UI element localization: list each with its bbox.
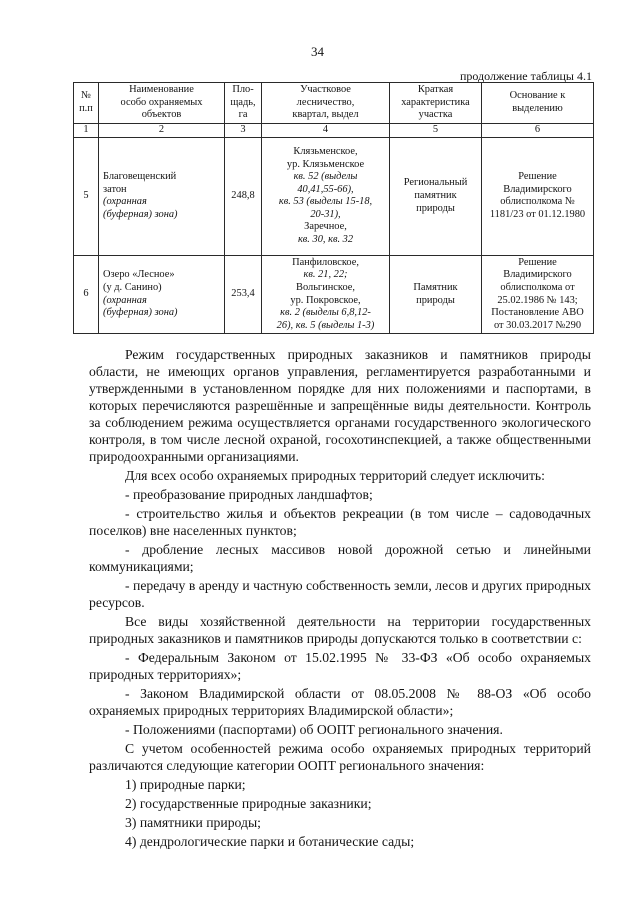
forestry-cell: Клязьменское, ур. Клязьменское кв. 52 (выделы 40,41,55-66), кв. 53 (выделы 15-18, 20-31), Заречное, кв. 30, кв. 32 — [262, 137, 390, 255]
body-text — [89, 346, 591, 852]
column-number: 2 — [99, 123, 225, 137]
category-item: 2) государственные природные заказники; — [125, 796, 372, 811]
basis-cell: Решение Владимирского облисполкома от 25.02.1986 № 143; Постановление АВО от 30.03.2017 №290 — [482, 255, 594, 334]
header-name: Наименование особо охраняемых объектов — [99, 83, 225, 124]
header-area: Пло- щадь, га — [225, 83, 262, 124]
forestry-cell: Панфиловское, кв. 21, 22; Вольгинское, ур. Покровское, кв. 2 (выделы 6,8,12- 26), кв. 5 (выделы 1-3) — [262, 255, 390, 334]
law-item: - Федеральным Законом от 15.02.1995 № 33-ФЗ «Об особо охраняемых природных территориях»; — [89, 650, 591, 682]
exclusion-item: - строительство жилья и объектов рекреации (в том числе – садоводачных поселков) вне населенных пунктов; — [89, 506, 591, 538]
row-number: 6 — [74, 255, 99, 334]
object-name: Благовещенский затон (охранная (буферная) зона) — [99, 137, 225, 255]
table-row — [74, 137, 594, 255]
exclusion-item: - дробление лесных массивов новой дорожной сетью и линейными коммуникациями; — [89, 542, 591, 574]
column-number: 3 — [225, 123, 262, 137]
category-item: 1) природные парки; — [125, 777, 246, 792]
characteristic-cell: Памятник природы — [390, 255, 482, 334]
basis-cell: Решение Владимирского облисполкома № 1181/23 от 01.12.1980 — [482, 137, 594, 255]
table-header-row — [74, 83, 594, 124]
column-numbers-row — [74, 123, 594, 137]
exclusion-item: - передачу в аренду и частную собственность земли, лесов и других природных ресурсов. — [89, 578, 591, 610]
characteristic-cell: Региональный памятник природы — [390, 137, 482, 255]
column-number: 6 — [482, 123, 594, 137]
row-number: 5 — [74, 137, 99, 255]
category-item: 4) дендрологические парки и ботанические сады; — [125, 834, 415, 849]
paragraph-activities: Все виды хозяйственной деятельности на территории государственных природных заказников и памятников природы допускаются только в соответствии с: — [89, 614, 591, 646]
table-caption: продолжение таблицы 4.1 — [459, 69, 592, 83]
header-number: № п.п — [74, 83, 99, 124]
column-number: 4 — [262, 123, 390, 137]
header-characteristic: Краткая характеристика участка — [390, 83, 482, 124]
page-number: 34 — [311, 44, 324, 59]
object-name: Озеро «Лесное» (у д. Санино) (охранная (буферная) зона) — [99, 255, 225, 334]
paragraph-categories-intro: С учетом особенностей режима особо охраняемых природных территорий различаются следующие категории ООПТ регионального значения: — [89, 741, 591, 773]
header-forestry: Участковое лесничество, квартал, выдел — [262, 83, 390, 124]
table-row — [74, 255, 594, 334]
protected-areas-table — [73, 82, 594, 334]
law-item: - Положениями (паспортами) об ООПТ регионального значения. — [125, 722, 503, 737]
area-value: 253,4 — [225, 255, 262, 334]
category-item: 3) памятники природы; — [125, 815, 261, 830]
column-number: 1 — [74, 123, 99, 137]
paragraph-exclusions-intro: Для всех особо охраняемых природных территорий следует исключить: — [125, 468, 545, 483]
header-basis: Основание к выделению — [482, 83, 594, 124]
column-number: 5 — [390, 123, 482, 137]
paragraph-regime: Режим государственных природных заказников и памятников природы области, не имеющих органов управления, регламентируется разработанными и утвержденными в установленном порядке для них положениями и паспортами, в которых перечисляются разрешённые и запрещённые виды деятельности. Контроль за соблюдением режима осуществляется органами государственного экологического контроля, в том числе лесной охраной, госохотинспекцией, а также общественными природоохранными организациями. — [89, 347, 591, 464]
area-value: 248,8 — [225, 137, 262, 255]
law-item: - Законом Владимирской области от 08.05.2008 № 88-ОЗ «Об особо охраняемых природных территориях Владимирской области»; — [89, 686, 591, 718]
exclusion-item: - преобразование природных ландшафтов; — [125, 487, 373, 502]
